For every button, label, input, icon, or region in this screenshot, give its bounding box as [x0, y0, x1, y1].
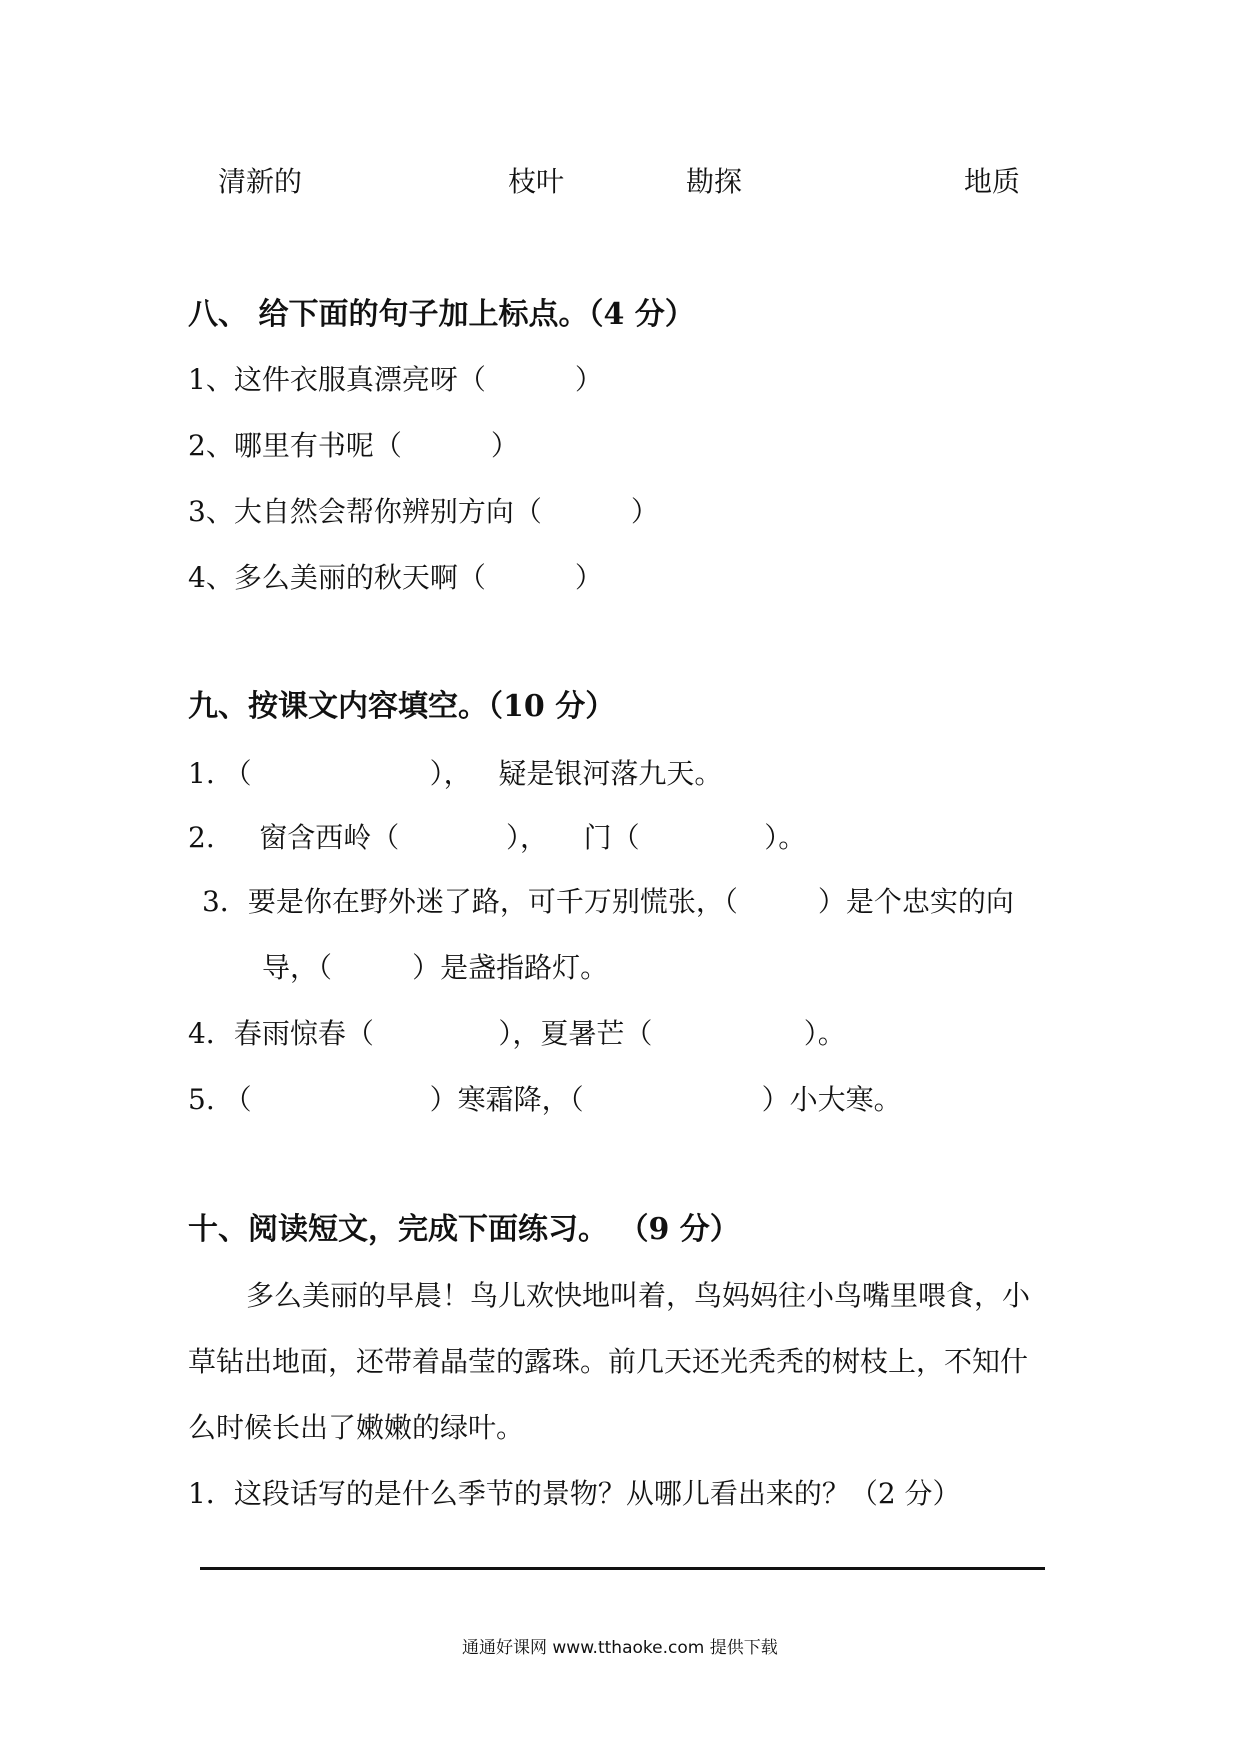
passage-line-2: 草钻出地面，还带着晶莹的露珠。前几天还光秃秃的树枝上，不知什 — [188, 1345, 1029, 1378]
section-8-item-4: 4、多么美丽的秋天啊（ ） — [188, 561, 603, 594]
footer-rule — [200, 1567, 1045, 1570]
section-9-item-3: 3．要是你在野外迷了路，可千万别慌张，（ ）是个忠实的向 — [202, 885, 1014, 918]
footer-text: 通通好课网 www.tthaoke.com 提供下载 — [462, 1638, 778, 1658]
section-9-item-5: 5. （ ）寒霜降，（ ）小大寒。 — [188, 1083, 902, 1116]
section-8-heading: 八、 给下面的句子加上标点。（4 分） — [188, 297, 695, 332]
section-8-item-2: 2、哪里有书呢（ ） — [188, 429, 519, 462]
top-word-3: 勘探 — [686, 165, 743, 198]
section-9-item-2: 2. 窗含西岭（ ）， 门（ ）。 — [188, 821, 807, 854]
section-9-item-3-cont: 导，（ ）是盏指路灯。 — [262, 951, 609, 984]
passage-line-3: 么时候长出了嫩嫩的绿叶。 — [188, 1411, 525, 1444]
section-9-item-1: 1. （ ）， 疑是银河落九天。 — [188, 757, 723, 790]
section-9-item-4: 4．春雨惊春（ ），夏暑芒（ ）。 — [188, 1017, 846, 1050]
top-word-1: 清新的 — [218, 165, 303, 198]
section-8-item-3: 3、大自然会帮你辨别方向（ ） — [188, 495, 659, 528]
top-word-4: 地质 — [964, 165, 1021, 198]
section-8-item-1: 1、这件衣服真漂亮呀（ ） — [188, 363, 603, 396]
section-9-heading: 九、按课文内容填空。（10 分） — [188, 689, 616, 724]
top-word-2: 枝叶 — [508, 165, 565, 198]
passage-line-1: 多么美丽的早晨！鸟儿欢快地叫着，鸟妈妈往小鸟嘴里喂食，小 — [246, 1279, 1031, 1312]
section-10-heading: 十、阅读短文，完成下面练习。 （9 分） — [188, 1212, 740, 1247]
section-10-question-1: 1．这段话写的是什么季节的景物？从哪儿看出来的？（2 分） — [188, 1477, 961, 1510]
